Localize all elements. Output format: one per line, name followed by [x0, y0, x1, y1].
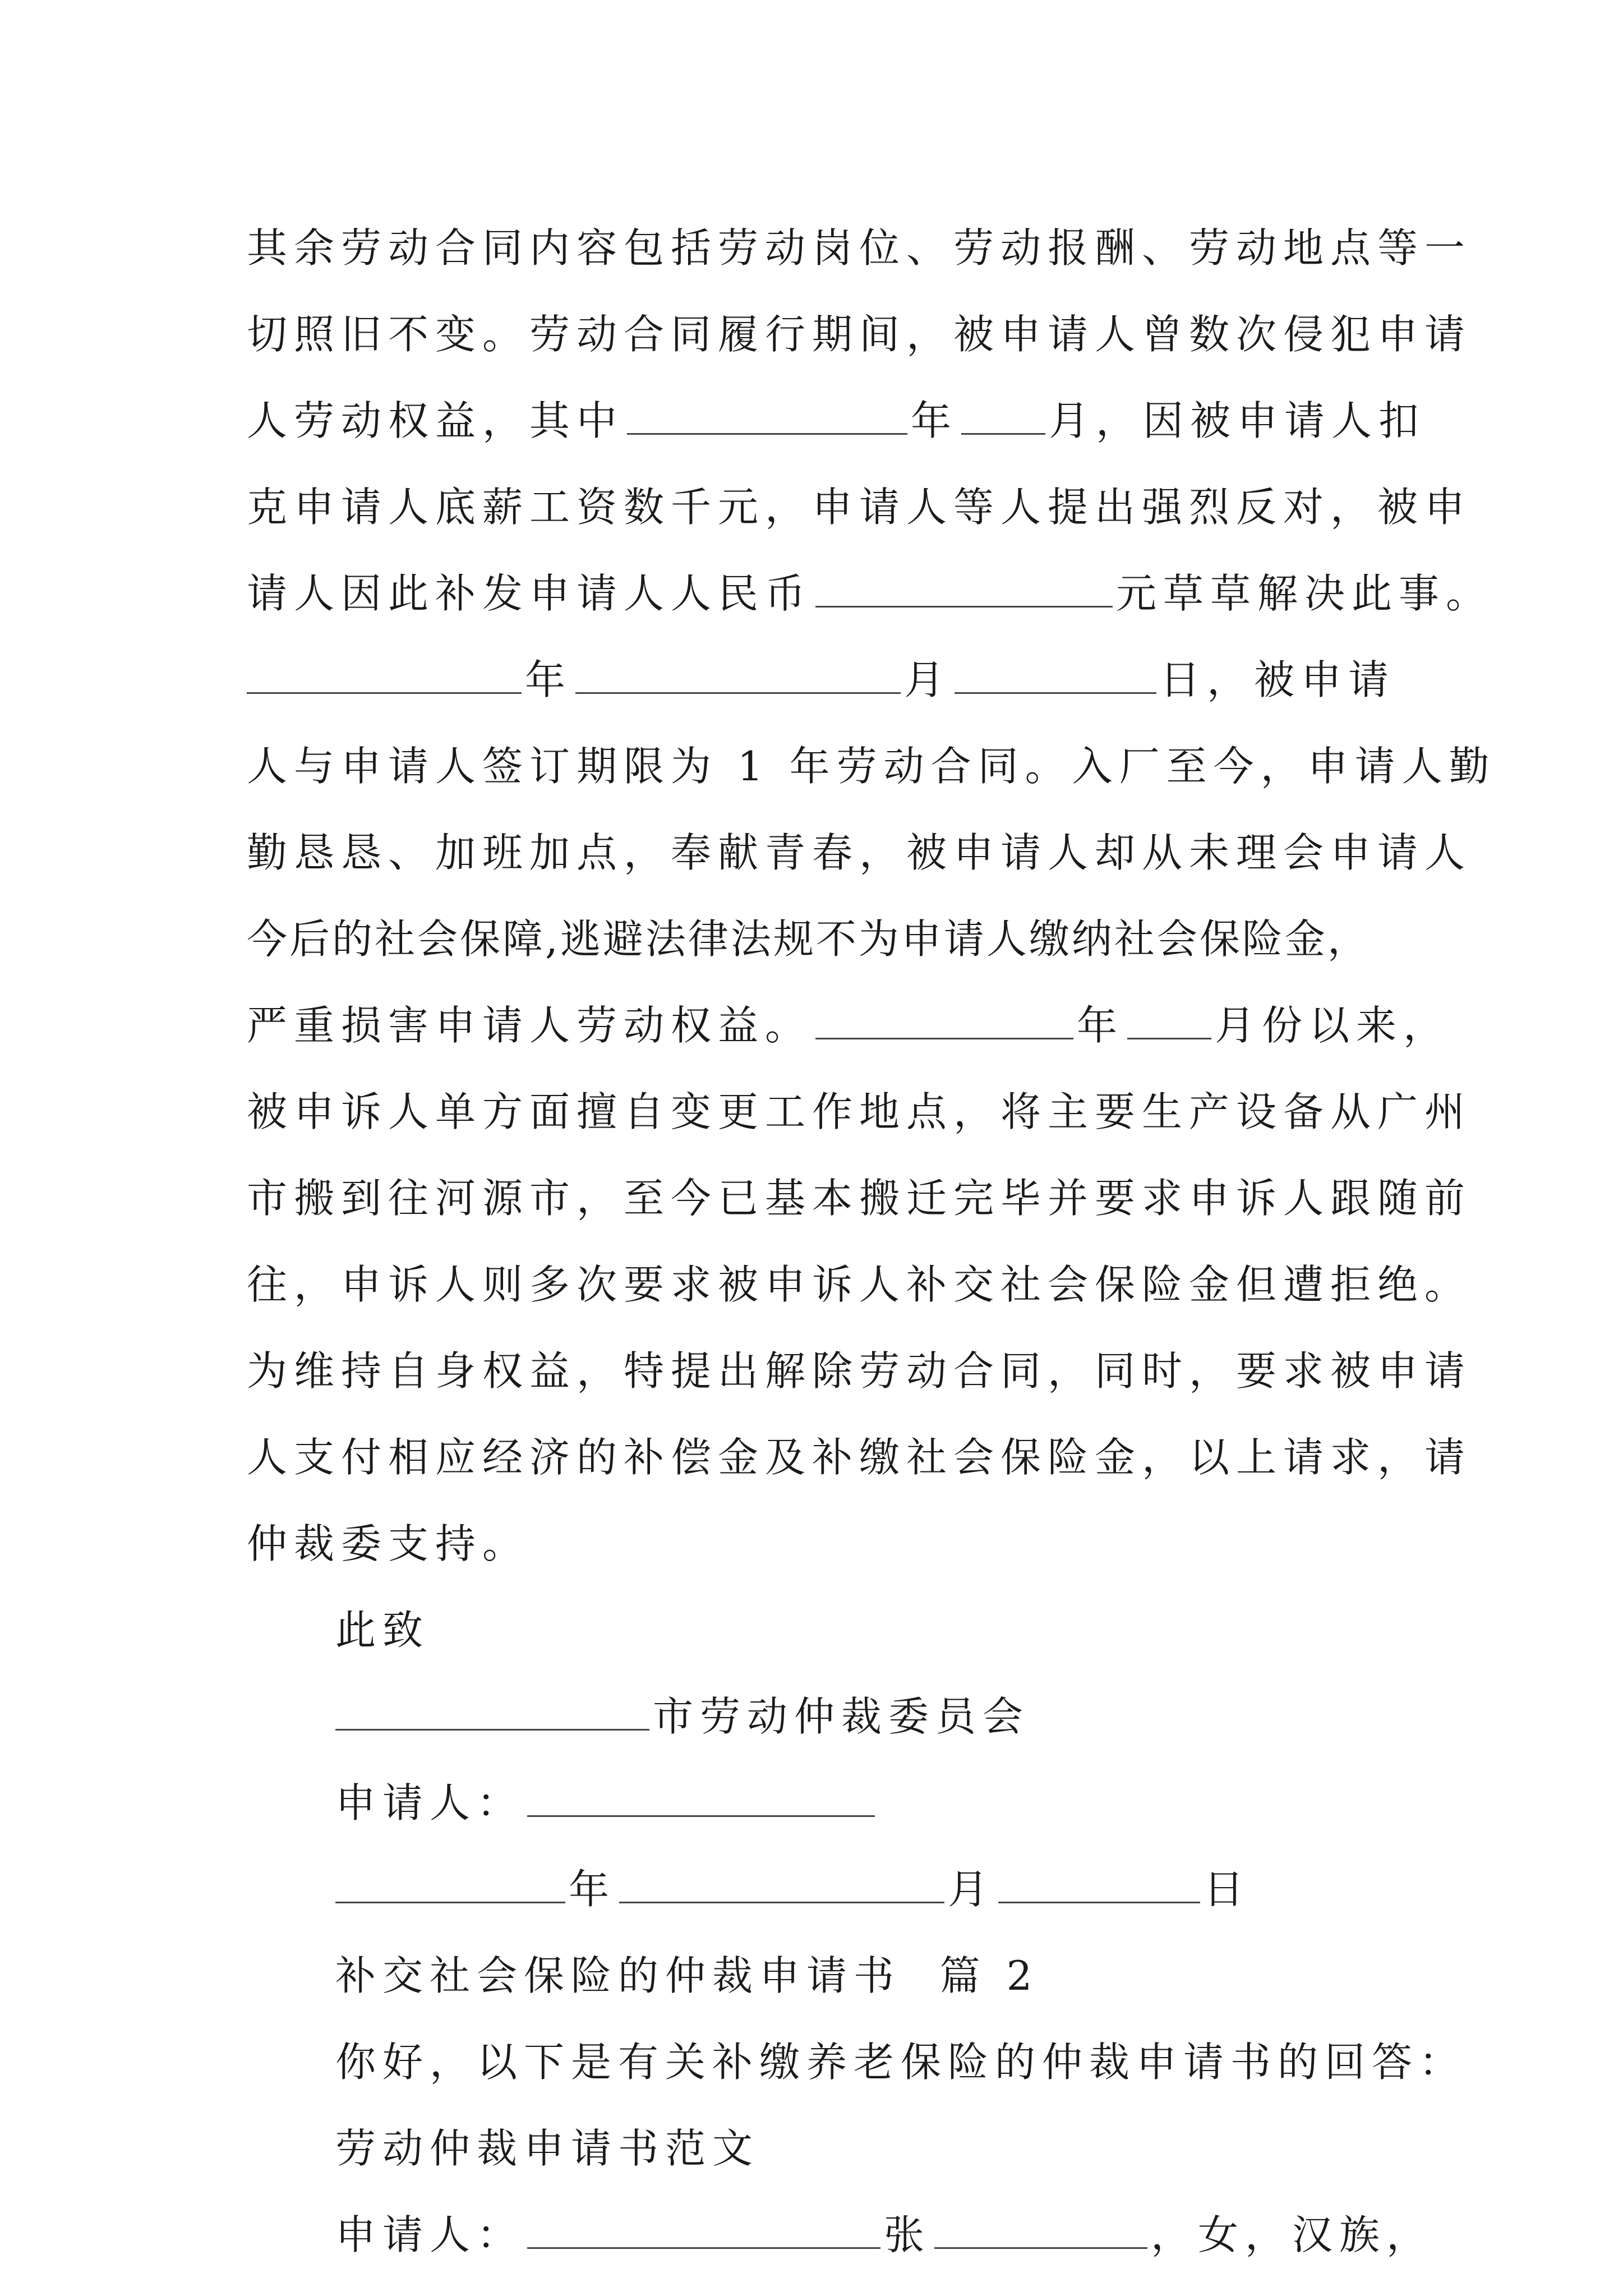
intro-text: 你好，以下是有关补缴养老保险的仲裁申请书的回答：	[335, 2039, 1467, 2086]
body-text: 勤恳恳、加班加点，奉献青春，被申请人却从未理会申请人	[247, 829, 1472, 876]
body-text: 请人因此补发申请人人民币	[247, 570, 813, 617]
applicant-label: 申请人：	[335, 1779, 524, 1826]
body-text: 切照旧不变。劳动合同履行期间，被申请人曾数次侵犯申请	[247, 311, 1472, 358]
fill-blank	[815, 573, 1113, 608]
applicant-signature-line	[335, 1769, 878, 1837]
body-text: 月份以来，	[1215, 1002, 1451, 1049]
section-heading-text: 补交社会保险的仲裁申请书 篇 2	[335, 1952, 1039, 1999]
fill-blank	[619, 1869, 944, 1903]
date-day-text: 日	[1204, 1866, 1251, 1913]
section-heading	[335, 1942, 1039, 2009]
intro-line	[335, 2028, 1466, 2096]
fill-blank	[627, 401, 907, 435]
body-line	[247, 473, 1472, 541]
fill-blank	[335, 1696, 649, 1731]
fill-blank	[955, 660, 1156, 694]
body-text: 为维持自身权益，特提出解除劳动合同，同时，要求被申请	[247, 1347, 1472, 1395]
committee-text: 市劳动仲裁委员会	[653, 1693, 1030, 1740]
body-text: 被申诉人单方面擅自变更工作地点，将主要生产设备从广州	[247, 1088, 1472, 1135]
fill-blank	[527, 1783, 875, 1817]
body-line	[247, 214, 1472, 282]
date-line	[335, 1856, 1251, 1923]
body-text: 人与申请人签订期限为 1 年劳动合同。入厂至今，申请人勤	[247, 743, 1496, 790]
body-line	[247, 646, 1395, 714]
body-line	[247, 1424, 1472, 1491]
body-text: 年	[911, 397, 958, 444]
fill-blank	[247, 660, 522, 694]
body-text: 往，申诉人则多次要求被申诉人补交社会保险金但遭拒绝。	[247, 1261, 1472, 1308]
date-year-text: 年	[569, 1866, 616, 1913]
salutation-text: 此致	[335, 1607, 430, 1654]
fill-blank	[961, 401, 1045, 435]
body-line	[247, 387, 1426, 454]
subtitle-text: 劳动仲裁申请书范文	[335, 2125, 760, 2172]
body-text: 人支付相应经济的补偿金及补缴社会保险金，以上请求，请	[247, 1434, 1472, 1481]
body-line	[247, 992, 1450, 1059]
applicant-info-line	[335, 2201, 1433, 2269]
body-line	[247, 1337, 1472, 1405]
fill-blank	[998, 1869, 1200, 1903]
fill-blank	[335, 1869, 565, 1903]
fill-blank	[815, 1005, 1073, 1039]
body-text: 其余劳动合同内容包括劳动岗位、劳动报酬、劳动地点等一	[247, 224, 1472, 272]
subtitle-line	[335, 2115, 759, 2182]
committee-line	[335, 1683, 1030, 1750]
body-line	[247, 1251, 1472, 1318]
applicant-surname: 张	[884, 2211, 932, 2258]
body-text: 元草草解决此事。	[1116, 570, 1493, 617]
body-text: 严重损害申请人劳动权益。	[247, 1002, 813, 1049]
body-text: 年	[1077, 1002, 1124, 1049]
body-line	[247, 905, 1370, 973]
body-text: 人劳动权益，其中	[247, 397, 624, 444]
body-text: 月	[904, 656, 952, 703]
body-text: 年	[525, 656, 573, 703]
body-text: 仲裁委支持。	[247, 1520, 530, 1567]
body-line	[247, 560, 1493, 627]
fill-blank	[1127, 1005, 1211, 1039]
body-line	[247, 1510, 529, 1577]
fill-blank	[527, 2215, 880, 2249]
fill-blank	[934, 2215, 1147, 2249]
salutation	[335, 1596, 430, 1664]
body-line	[247, 301, 1472, 368]
fill-blank	[575, 660, 901, 694]
body-text: 月，因被申请人扣	[1049, 397, 1426, 444]
body-line	[247, 1165, 1472, 1232]
body-line	[247, 1078, 1472, 1145]
applicant-info-text: ，女，汉族，	[1151, 2211, 1434, 2258]
body-text: 市搬到往河源市，至今已基本搬迁完毕并要求申诉人跟随前	[247, 1175, 1472, 1222]
body-text: 日，被申请	[1160, 656, 1396, 703]
date-month-text: 月	[948, 1866, 995, 1913]
body-text: 克申请人底薪工资数千元，申请人等人提出强烈反对，被申	[247, 484, 1472, 531]
applicant-label: 申请人：	[335, 2211, 524, 2258]
body-line	[247, 733, 1496, 800]
body-text: 今后的社会保障,逃避法律法规不为申请人缴纳社会保险金，	[247, 915, 1370, 963]
body-line	[247, 819, 1472, 886]
